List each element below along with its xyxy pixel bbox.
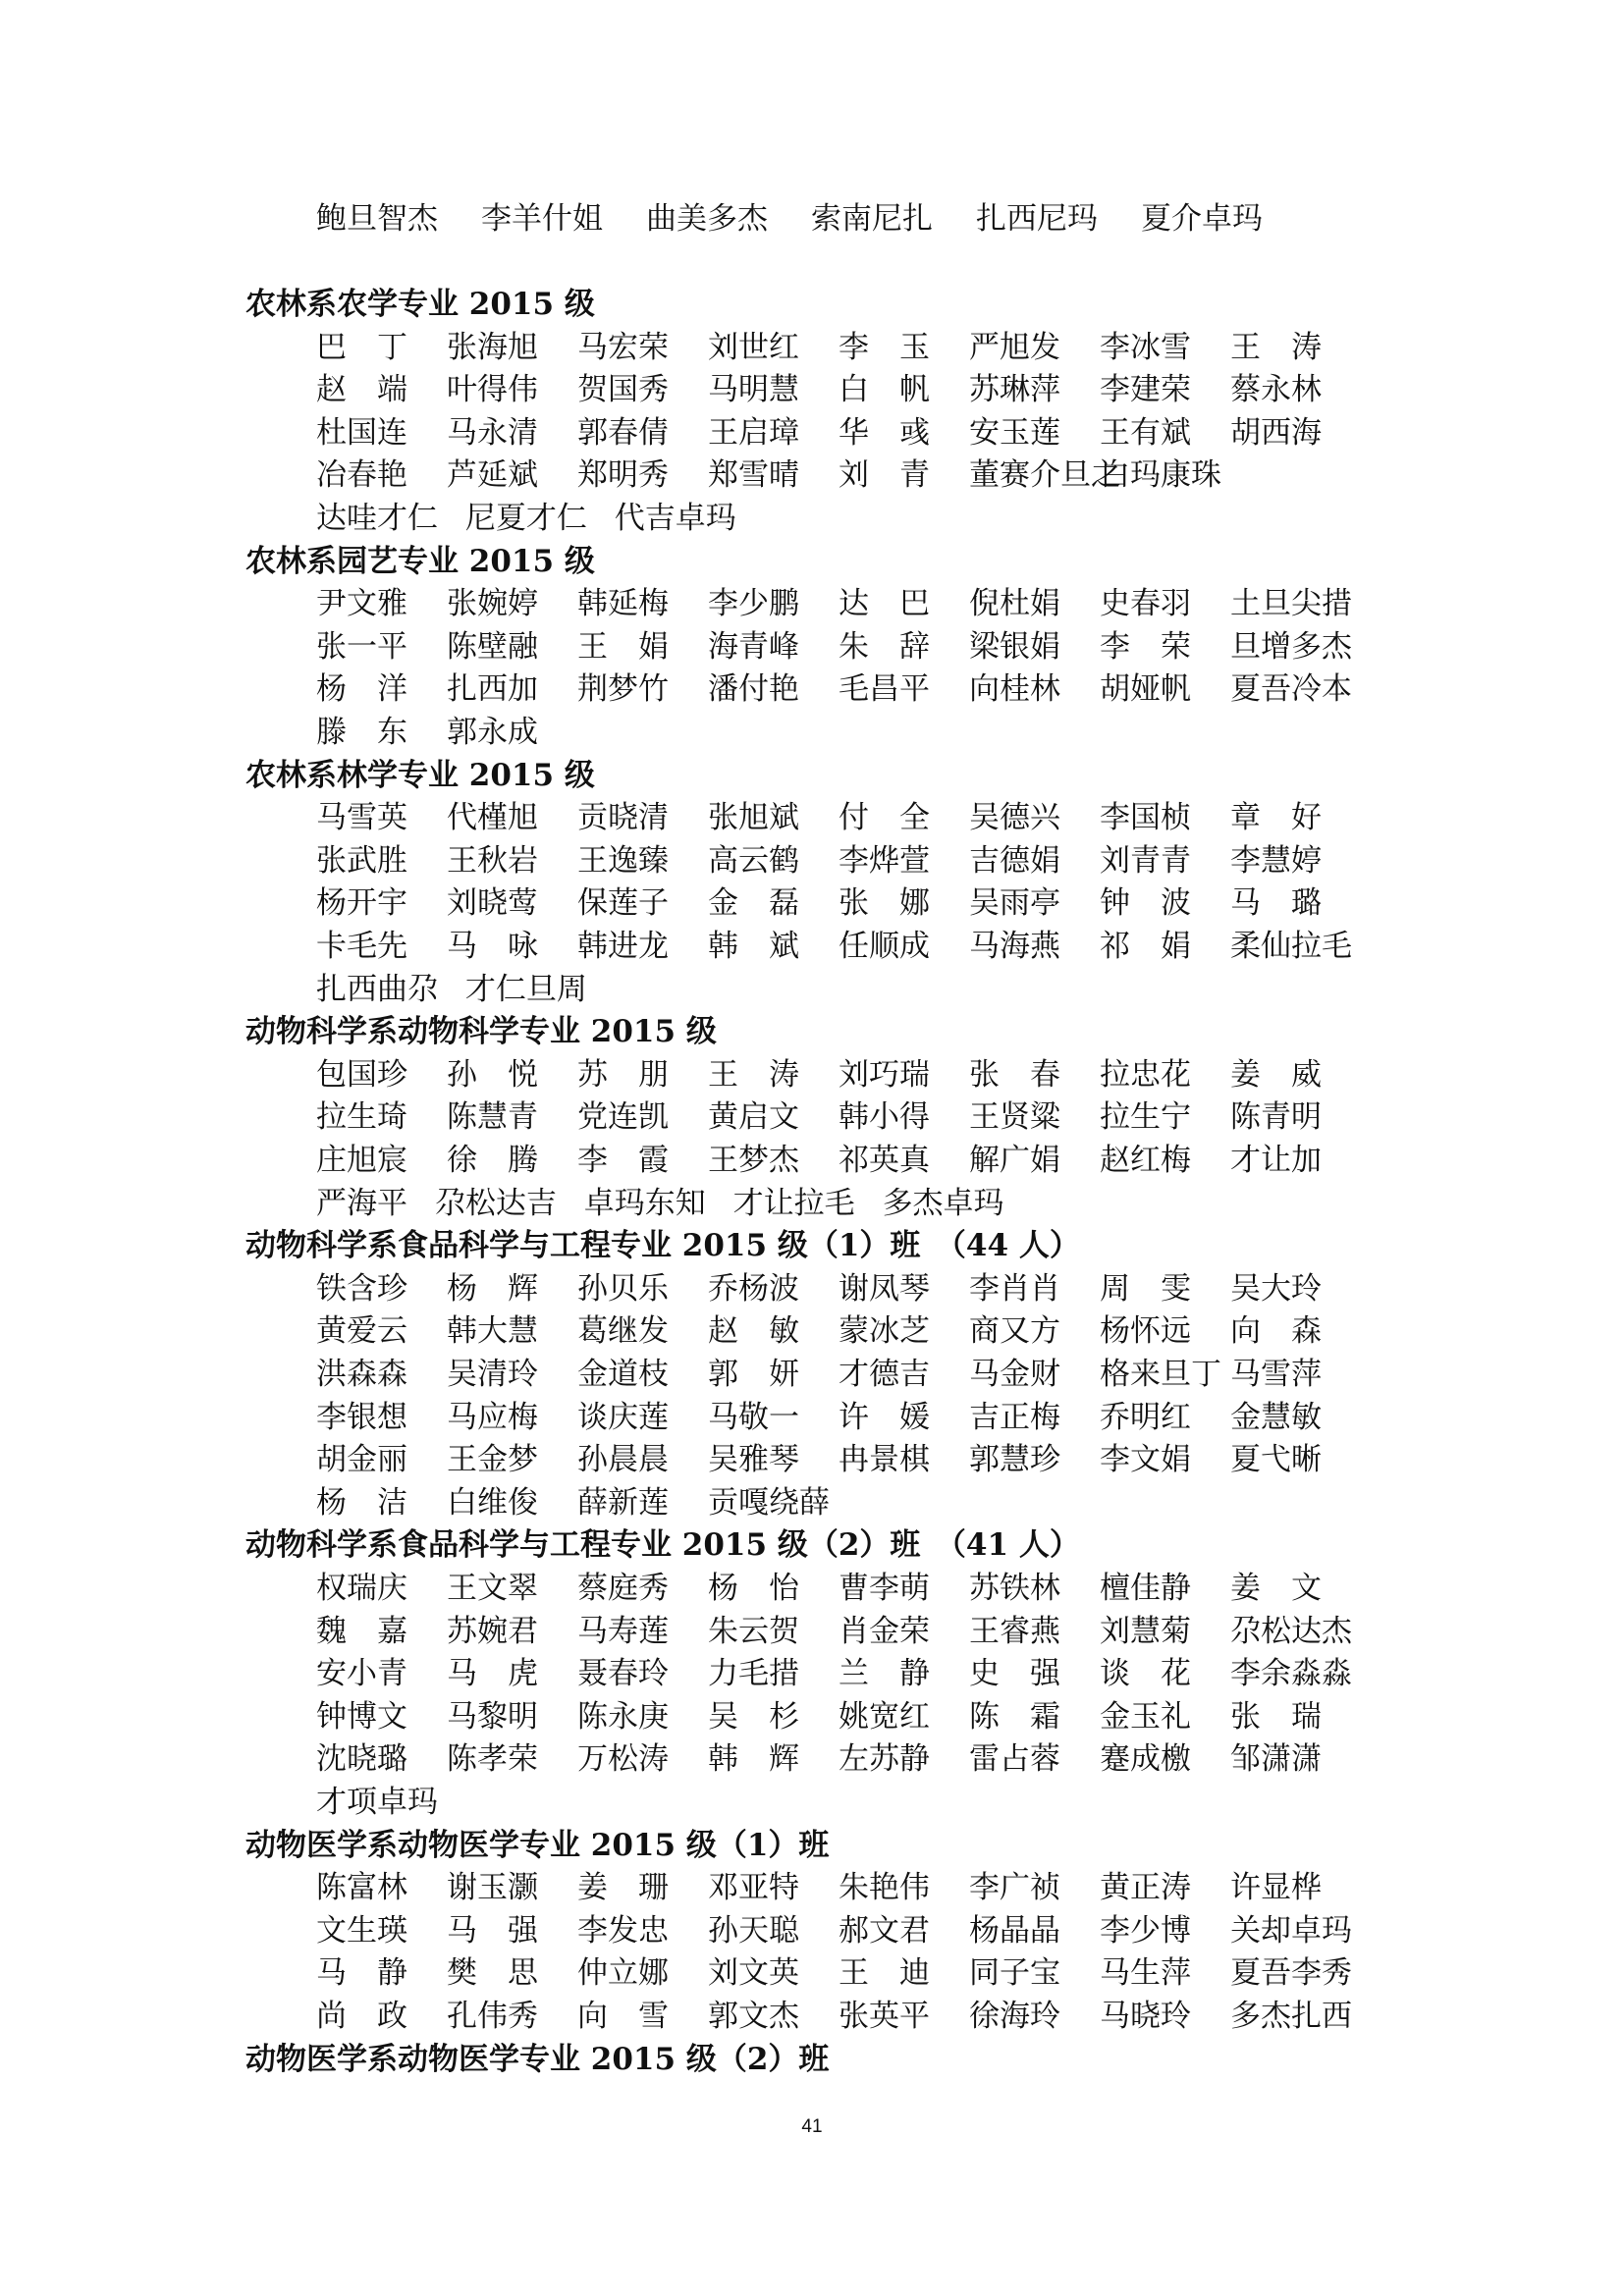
student-name: 李 荣 — [1100, 629, 1191, 665]
student-name: 李余淼淼 — [1230, 1656, 1352, 1691]
student-name: 马晓玲 — [1100, 1999, 1191, 2034]
student-name: 朱 辞 — [839, 629, 930, 665]
student-name: 苏婉君 — [447, 1614, 538, 1649]
student-name: 董赛介旦之 — [969, 457, 1121, 493]
student-name: 孙贝乐 — [577, 1271, 669, 1307]
name-row — [316, 1868, 1361, 1907]
student-name: 达哇才仁 — [316, 501, 438, 536]
student-name: 姜 珊 — [577, 1870, 669, 1905]
student-name: 贡晓清 — [577, 800, 669, 835]
student-name: 郑雪晴 — [708, 457, 799, 493]
name-row — [316, 1739, 1361, 1779]
student-name: 谢凤琴 — [839, 1271, 930, 1307]
student-name: 包国珍 — [316, 1057, 407, 1093]
name-row — [316, 1654, 1361, 1693]
student-name: 王逸臻 — [577, 843, 669, 879]
section-heading: 动物科学系食品科学与工程专业 2015 级（1）班 （44 人） — [245, 1228, 1080, 1263]
student-name: 铁含珍 — [316, 1271, 407, 1307]
section-heading: 农林系农学专业 2015 级 — [245, 287, 595, 322]
student-name: 海青峰 — [708, 629, 799, 665]
student-name: 尹文雅 — [316, 586, 407, 621]
name-row — [316, 413, 1361, 453]
student-name: 马雪英 — [316, 800, 407, 835]
student-name: 才让加 — [1230, 1143, 1322, 1178]
student-name: 拉生宁 — [1100, 1099, 1191, 1135]
name-row — [316, 1911, 1361, 1950]
name-row — [316, 1355, 1361, 1394]
student-name: 多杰卓玛 — [882, 1186, 1004, 1221]
name-row — [316, 798, 1361, 837]
student-name: 马寿莲 — [577, 1614, 669, 1649]
student-name: 马 璐 — [1230, 885, 1322, 921]
student-name: 雷占蓉 — [969, 1741, 1060, 1777]
student-name: 代吉卓玛 — [614, 501, 736, 536]
student-name: 扎西尼玛 — [976, 201, 1098, 237]
student-name: 金慧敏 — [1230, 1400, 1322, 1435]
student-name: 才德吉 — [839, 1357, 930, 1392]
student-name: 叶得伟 — [447, 372, 538, 407]
student-name: 吴 杉 — [708, 1699, 799, 1735]
student-name: 吴德兴 — [969, 800, 1060, 835]
student-name: 卡毛先 — [316, 929, 407, 964]
student-name: 张英平 — [839, 1999, 930, 2034]
section-heading: 动物医学系动物医学专业 2015 级（1）班 — [245, 1828, 830, 1863]
student-name: 苏 朋 — [577, 1057, 669, 1093]
student-name: 冉景棋 — [839, 1442, 930, 1477]
student-name: 杨 怡 — [708, 1571, 799, 1606]
student-name: 安玉莲 — [969, 415, 1060, 451]
student-name: 吴雅琴 — [708, 1442, 799, 1477]
student-name: 张 娜 — [839, 885, 930, 921]
name-row — [316, 455, 1230, 495]
student-name: 周 雯 — [1100, 1271, 1191, 1307]
student-name: 马宏荣 — [577, 330, 669, 365]
student-name: 乔明红 — [1100, 1400, 1191, 1435]
name-row — [316, 1398, 1361, 1437]
student-name: 吉正梅 — [969, 1400, 1060, 1435]
student-name: 李发忠 — [577, 1913, 669, 1949]
name-row — [316, 1612, 1361, 1651]
student-name: 马黎明 — [447, 1699, 538, 1735]
student-name: 刘晓莺 — [447, 885, 538, 921]
student-name: 索南尼扎 — [811, 201, 933, 237]
student-name: 韩 辉 — [708, 1741, 799, 1777]
student-name: 王文翠 — [447, 1571, 538, 1606]
student-name: 韩进龙 — [577, 929, 669, 964]
name-row — [316, 499, 764, 538]
student-name: 尕松达吉 — [434, 1186, 557, 1221]
student-name: 葛继发 — [577, 1313, 669, 1349]
student-name: 李冰雪 — [1100, 330, 1191, 365]
student-name: 陈慧青 — [447, 1099, 538, 1135]
student-name: 夏吾李秀 — [1230, 1955, 1352, 1991]
student-name: 吴清玲 — [447, 1357, 538, 1392]
name-row — [316, 1311, 1361, 1351]
student-name: 多杰扎西 — [1230, 1999, 1352, 2034]
name-row — [316, 1097, 1361, 1137]
student-name: 王贤粱 — [969, 1099, 1060, 1135]
student-name: 土旦尖措 — [1230, 586, 1352, 621]
student-name: 乔杨波 — [708, 1271, 799, 1307]
student-name: 吴大玲 — [1230, 1271, 1322, 1307]
student-name: 向桂林 — [969, 671, 1060, 707]
student-name: 王金梦 — [447, 1442, 538, 1477]
student-name: 聂春玲 — [577, 1656, 669, 1691]
student-name: 杨 洁 — [316, 1485, 407, 1521]
student-name: 谈 花 — [1100, 1656, 1191, 1691]
student-name: 马 静 — [316, 1955, 407, 1991]
student-name: 杜国连 — [316, 415, 407, 451]
student-name: 邹潇潇 — [1230, 1741, 1322, 1777]
student-name: 巴 丁 — [316, 330, 407, 365]
student-name: 曲美多杰 — [646, 201, 768, 237]
student-name: 李羊什姐 — [481, 201, 603, 237]
student-name: 杨晶晶 — [969, 1913, 1060, 1949]
name-row — [316, 1269, 1361, 1308]
student-name: 魏 嘉 — [316, 1614, 407, 1649]
student-name: 尕松达杰 — [1230, 1614, 1352, 1649]
student-name: 保莲子 — [577, 885, 669, 921]
student-name: 苏铁林 — [969, 1571, 1060, 1606]
student-name: 徐海玲 — [969, 1999, 1060, 2034]
name-row — [316, 1141, 1361, 1180]
student-name: 陈永庚 — [577, 1699, 669, 1735]
student-name: 姚宽红 — [839, 1699, 930, 1735]
student-name: 王 涛 — [1230, 330, 1322, 365]
student-name: 朱云贺 — [708, 1614, 799, 1649]
student-name: 祁 娟 — [1100, 929, 1191, 964]
student-name: 李慧婷 — [1230, 843, 1322, 879]
student-name: 蹇成檄 — [1100, 1741, 1191, 1777]
name-row — [316, 1997, 1361, 2036]
student-name: 刘 青 — [839, 457, 930, 493]
name-row — [316, 199, 1306, 239]
student-name: 马海燕 — [969, 929, 1060, 964]
student-name: 文生瑛 — [316, 1913, 407, 1949]
student-name: 姜 威 — [1230, 1057, 1322, 1093]
name-row — [316, 927, 1361, 966]
student-name: 祁英真 — [839, 1143, 930, 1178]
student-name: 贺国秀 — [577, 372, 669, 407]
name-row — [316, 584, 1361, 623]
student-name: 孙 悦 — [447, 1057, 538, 1093]
student-name: 仲立娜 — [577, 1955, 669, 1991]
section-heading: 动物医学系动物医学专业 2015 级（2）班 — [245, 2042, 830, 2077]
student-name: 谢玉灏 — [447, 1870, 538, 1905]
name-row — [316, 328, 1361, 367]
name-row — [316, 1440, 1361, 1479]
student-name: 郭 妍 — [708, 1357, 799, 1392]
student-name: 权瑞庆 — [316, 1571, 407, 1606]
student-name: 解广娟 — [969, 1143, 1060, 1178]
student-name: 拉生琦 — [316, 1099, 407, 1135]
student-name: 滕 东 — [316, 715, 407, 750]
student-name: 杨 辉 — [447, 1271, 538, 1307]
student-name: 郭文杰 — [708, 1999, 799, 2034]
student-name: 王启璋 — [708, 415, 799, 451]
student-name: 郑明秀 — [577, 457, 669, 493]
student-name: 金 磊 — [708, 885, 799, 921]
student-name: 冶春艳 — [316, 457, 407, 493]
student-name: 左苏静 — [839, 1741, 930, 1777]
student-name: 樊 思 — [447, 1955, 538, 1991]
student-name: 梁银娟 — [969, 629, 1060, 665]
student-name: 姜 文 — [1230, 1571, 1322, 1606]
student-name: 尚 政 — [316, 1999, 407, 2034]
student-name: 胡西海 — [1230, 415, 1322, 451]
student-name: 吴雨亭 — [969, 885, 1060, 921]
student-name: 张旭斌 — [708, 800, 799, 835]
name-row — [316, 841, 1361, 881]
student-name: 陈富林 — [316, 1870, 407, 1905]
student-name: 才仁旦周 — [464, 972, 587, 1007]
student-name: 陈 霜 — [969, 1699, 1060, 1735]
student-name: 黄启文 — [708, 1099, 799, 1135]
section-heading: 农林系林学专业 2015 级 — [245, 758, 595, 793]
student-name: 孙天聪 — [708, 1913, 799, 1949]
student-name: 朱艳伟 — [839, 1870, 930, 1905]
student-name: 陈青明 — [1230, 1099, 1322, 1135]
student-name: 夏介卓玛 — [1141, 201, 1263, 237]
name-row — [316, 1569, 1361, 1608]
student-name: 马雪萍 — [1230, 1357, 1322, 1392]
student-name: 郭春倩 — [577, 415, 669, 451]
name-row — [316, 883, 1361, 923]
student-name: 夏吾冷本 — [1230, 671, 1352, 707]
student-name: 李 霞 — [577, 1143, 669, 1178]
student-name: 韩小得 — [839, 1099, 930, 1135]
student-name: 杨开宇 — [316, 885, 407, 921]
student-name: 华 彧 — [839, 415, 930, 451]
student-name: 韩大慧 — [447, 1313, 538, 1349]
student-name: 许显桦 — [1230, 1870, 1322, 1905]
student-name: 倪杜娟 — [969, 586, 1060, 621]
student-name: 夏弋晰 — [1230, 1442, 1322, 1477]
student-name: 关却卓玛 — [1230, 1913, 1352, 1949]
student-name: 王 迪 — [839, 1955, 930, 1991]
student-name: 金玉礼 — [1100, 1699, 1191, 1735]
student-name: 孔伟秀 — [447, 1999, 538, 2034]
student-name: 黄正涛 — [1100, 1870, 1191, 1905]
student-name: 李银想 — [316, 1400, 407, 1435]
student-name: 李建荣 — [1100, 372, 1191, 407]
student-name: 徐 腾 — [447, 1143, 538, 1178]
student-name: 刘青青 — [1100, 843, 1191, 879]
student-name: 史 强 — [969, 1656, 1060, 1691]
name-row — [316, 1953, 1361, 1993]
student-name: 力毛措 — [708, 1656, 799, 1691]
student-name: 鲍旦智杰 — [316, 201, 438, 237]
student-name: 格来旦丁 — [1100, 1357, 1221, 1392]
page-number: 41 — [801, 2116, 823, 2137]
student-name: 向 雪 — [577, 1999, 669, 2034]
student-name: 郭永成 — [447, 715, 538, 750]
student-name: 韩延梅 — [577, 586, 669, 621]
student-name: 安小青 — [316, 1656, 407, 1691]
student-name: 邓亚特 — [708, 1870, 799, 1905]
name-row — [316, 1483, 839, 1522]
section-heading: 农林系园艺专业 2015 级 — [245, 544, 595, 579]
student-name: 毛昌平 — [839, 671, 930, 707]
student-name: 李烨萱 — [839, 843, 930, 879]
student-name: 付 全 — [839, 800, 930, 835]
student-name: 白 帆 — [839, 372, 930, 407]
student-name: 拉忠花 — [1100, 1057, 1191, 1093]
student-name: 沈晓璐 — [316, 1741, 407, 1777]
name-row — [316, 1783, 447, 1822]
student-name: 王 娟 — [577, 629, 669, 665]
student-name: 谈庆莲 — [577, 1400, 669, 1435]
student-name: 蔡庭秀 — [577, 1571, 669, 1606]
student-name: 郝文君 — [839, 1913, 930, 1949]
student-name: 扎西加 — [447, 671, 538, 707]
student-name: 刘文英 — [708, 1955, 799, 1991]
student-name: 马 咏 — [447, 929, 538, 964]
student-name: 严海平 — [316, 1186, 407, 1221]
student-name: 荆梦竹 — [577, 671, 669, 707]
student-name: 杨怀远 — [1100, 1313, 1191, 1349]
student-name: 李 玉 — [839, 330, 930, 365]
student-name: 洪森森 — [316, 1357, 407, 1392]
student-name: 蒙冰芝 — [839, 1313, 930, 1349]
student-name: 陈孝荣 — [447, 1741, 538, 1777]
section-heading: 动物科学系食品科学与工程专业 2015 级（2）班 （41 人） — [245, 1527, 1080, 1563]
student-name: 孙晨晨 — [577, 1442, 669, 1477]
student-name: 贡嘎绕薛 — [708, 1485, 830, 1521]
student-name: 钟博文 — [316, 1699, 407, 1735]
student-name: 李少鹏 — [708, 586, 799, 621]
student-name: 赵 端 — [316, 372, 407, 407]
student-name: 同子宝 — [969, 1955, 1060, 1991]
student-name: 马金财 — [969, 1357, 1060, 1392]
student-name: 才项卓玛 — [316, 1785, 438, 1820]
student-name: 陈壁融 — [447, 629, 538, 665]
student-name: 史春羽 — [1100, 586, 1191, 621]
student-name: 杨 洋 — [316, 671, 407, 707]
student-name: 柔仙拉毛 — [1230, 929, 1352, 964]
student-name: 马永清 — [447, 415, 538, 451]
student-name: 苏琳萍 — [969, 372, 1060, 407]
student-name: 檀佳静 — [1100, 1571, 1191, 1606]
student-name: 卓玛东知 — [583, 1186, 706, 1221]
name-row — [316, 627, 1361, 667]
student-name: 蔡永林 — [1230, 372, 1322, 407]
student-name: 白玛康珠 — [1100, 457, 1221, 493]
student-name: 李文娟 — [1100, 1442, 1191, 1477]
student-name: 芦延斌 — [447, 457, 538, 493]
student-name: 李国桢 — [1100, 800, 1191, 835]
student-name: 张 瑞 — [1230, 1699, 1322, 1735]
student-name: 金道枝 — [577, 1357, 669, 1392]
student-name: 马 强 — [447, 1913, 538, 1949]
name-row — [316, 669, 1361, 709]
student-name: 郭慧珍 — [969, 1442, 1060, 1477]
student-name: 马明慧 — [708, 372, 799, 407]
student-name: 向 森 — [1230, 1313, 1322, 1349]
student-name: 李肖肖 — [969, 1271, 1060, 1307]
student-name: 吉德娟 — [969, 843, 1060, 879]
student-name: 刘巧瑞 — [839, 1057, 930, 1093]
student-name: 刘慧菊 — [1100, 1614, 1191, 1649]
student-name: 马敬一 — [708, 1400, 799, 1435]
student-name: 代槿旭 — [447, 800, 538, 835]
student-name: 韩 斌 — [708, 929, 799, 964]
student-name: 钟 波 — [1100, 885, 1191, 921]
student-name: 曹李萌 — [839, 1571, 930, 1606]
student-name: 达 巴 — [839, 586, 930, 621]
section-heading: 动物科学系动物科学专业 2015 级 — [245, 1014, 717, 1049]
student-name: 王梦杰 — [708, 1143, 799, 1178]
student-name: 张海旭 — [447, 330, 538, 365]
student-name: 马生萍 — [1100, 1955, 1191, 1991]
student-name: 潘付艳 — [708, 671, 799, 707]
name-row — [316, 970, 615, 1009]
name-row — [316, 370, 1361, 409]
name-row — [316, 1055, 1361, 1095]
student-name: 李少博 — [1100, 1913, 1191, 1949]
name-row — [316, 713, 577, 752]
student-name: 刘世红 — [708, 330, 799, 365]
student-name: 肖金荣 — [839, 1614, 930, 1649]
name-row — [316, 1184, 1031, 1223]
student-name: 兰 静 — [839, 1656, 930, 1691]
student-name: 马应梅 — [447, 1400, 538, 1435]
student-name: 党连凯 — [577, 1099, 669, 1135]
student-name: 王有斌 — [1100, 415, 1191, 451]
student-name: 胡金丽 — [316, 1442, 407, 1477]
student-name: 赵 敏 — [708, 1313, 799, 1349]
student-name: 才让拉毛 — [732, 1186, 855, 1221]
student-name: 胡娅帆 — [1100, 671, 1191, 707]
student-name: 王睿燕 — [969, 1614, 1060, 1649]
student-name: 商又方 — [969, 1313, 1060, 1349]
student-name: 旦增多杰 — [1230, 629, 1352, 665]
student-name: 马 虎 — [447, 1656, 538, 1691]
student-name: 薛新莲 — [577, 1485, 669, 1521]
student-name: 万松涛 — [577, 1741, 669, 1777]
student-name: 扎西曲尕 — [316, 972, 438, 1007]
name-row — [316, 1697, 1361, 1736]
student-name: 章 好 — [1230, 800, 1322, 835]
student-name: 张武胜 — [316, 843, 407, 879]
student-name: 赵红梅 — [1100, 1143, 1191, 1178]
student-name: 张一平 — [316, 629, 407, 665]
student-name: 张婉婷 — [447, 586, 538, 621]
student-name: 任顺成 — [839, 929, 930, 964]
student-name: 严旭发 — [969, 330, 1060, 365]
student-name: 庄旭宸 — [316, 1143, 407, 1178]
student-name: 王 涛 — [708, 1057, 799, 1093]
student-name: 张 春 — [969, 1057, 1060, 1093]
student-name: 李广祯 — [969, 1870, 1060, 1905]
student-name: 黄爱云 — [316, 1313, 407, 1349]
student-name: 高云鹤 — [708, 843, 799, 879]
student-name: 白维俊 — [447, 1485, 538, 1521]
student-name: 尼夏才仁 — [464, 501, 587, 536]
student-name: 许 媛 — [839, 1400, 930, 1435]
student-name: 王秋岩 — [447, 843, 538, 879]
